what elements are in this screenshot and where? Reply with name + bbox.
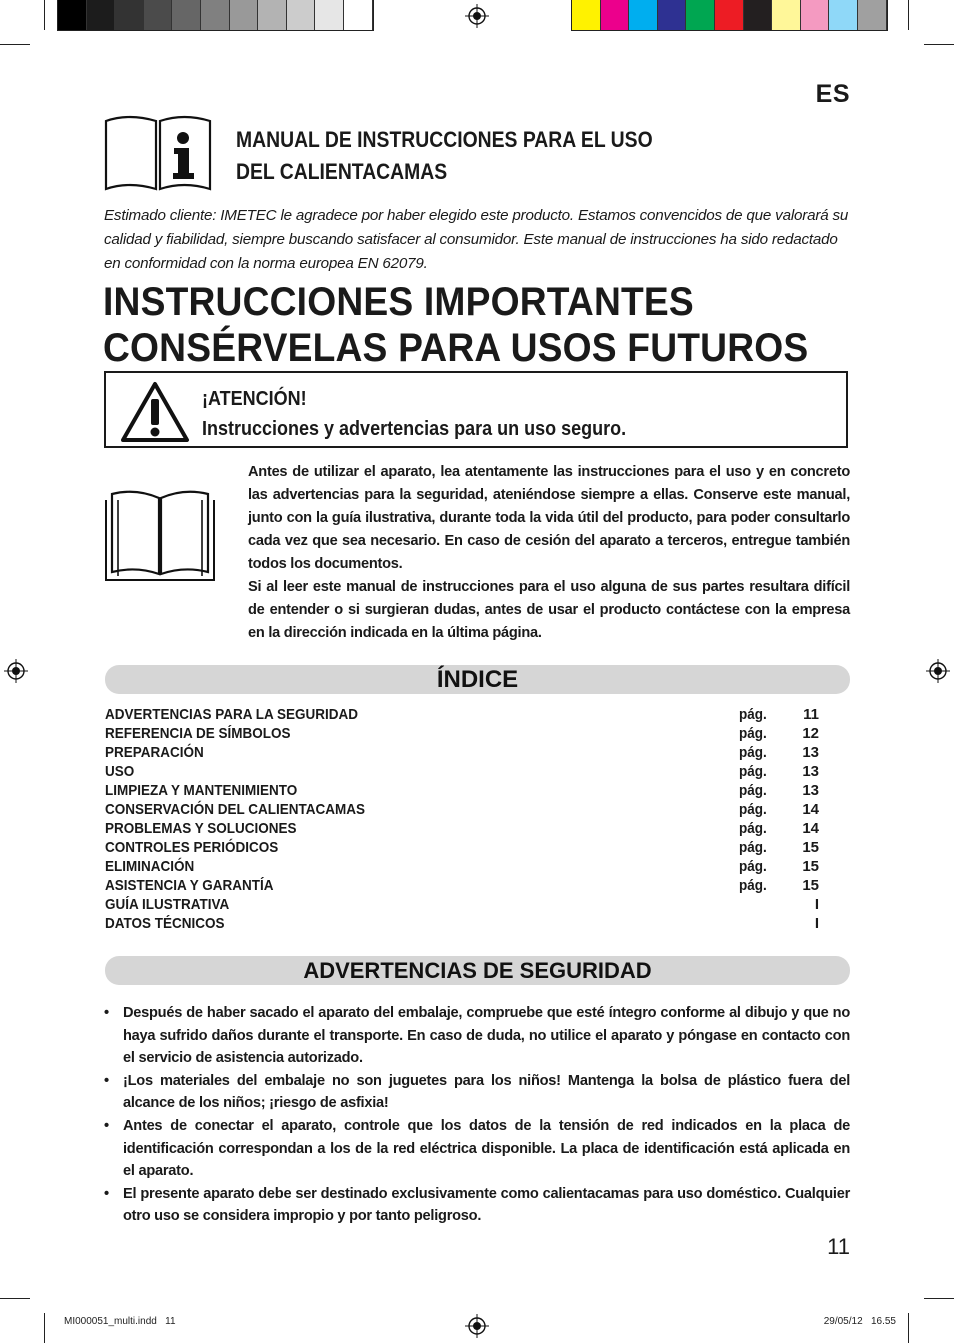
color-swatch (572, 0, 601, 30)
toc-page-number: 15 (802, 877, 819, 894)
crop-mark (0, 44, 30, 45)
toc-title: REFERENCIA DE SÍMBOLOS (105, 725, 291, 742)
toc-title: GUÍA ILUSTRATIVA (105, 896, 230, 913)
toc-page-number: 13 (802, 782, 819, 799)
toc-title: LIMPIEZA Y MANTENIMIENTO (105, 782, 298, 799)
toc-page-number: 13 (802, 763, 819, 780)
main-title (103, 279, 808, 371)
safety-bullet: • ¡Los materiales del embalaje no son juguetes para los niños! Mantenga la bolsa de plástico fuera del alcance de los niños; ¡riesgo de asfixia! (104, 1070, 850, 1115)
toc-pag-label: pág. (739, 763, 767, 780)
toc-pag-label: pág. (739, 725, 767, 742)
registration-mark-icon (465, 4, 489, 28)
toc-pag-label: pág. (739, 858, 767, 875)
table-of-contents (105, 705, 819, 933)
grayscale-color-bar (57, 0, 374, 31)
toc-page-number: 13 (802, 744, 819, 761)
toc-title: CONSERVACIÓN DEL CALIENTACAMAS (105, 801, 366, 818)
toc-pag-label: pág. (739, 744, 767, 761)
safety-bullet-list (104, 1002, 850, 1228)
toc-pag-label: pág. (739, 820, 767, 837)
attention-title: ¡ATENCIÓN! (202, 388, 307, 410)
color-swatch (772, 0, 801, 30)
registration-mark-icon (926, 659, 950, 683)
toc-pag-label: pág. (739, 877, 767, 894)
toc-page-number: 14 (802, 801, 819, 818)
gray-swatch (315, 0, 344, 30)
read-instructions-paragraph: Si al leer este manual de instrucciones para el uso alguna de sus partes resultara difícil de entender o si surgieran dudas, antes de usar el producto contáctese con la empresa en la dirección indicada en la última página. (248, 579, 850, 641)
intro-paragraph: Estimado cliente: IMETEC le agradece por haber elegido este producto. Estamos convencidos de que valorará su calidad y fiabilidad, siempre buscando satisfacer al consumidor. Este manual de instrucciones ha sido redactado en conformidad con la norma europea EN 62079. (104, 207, 849, 272)
toc-page-number: 15 (802, 858, 819, 875)
crop-mark (924, 44, 954, 45)
toc-pag-label: pág. (739, 839, 767, 856)
toc-pag-label: pág. (739, 706, 767, 723)
toc-title: USO (105, 763, 135, 780)
toc-row (105, 895, 819, 914)
registration-mark-icon (4, 659, 28, 683)
safety-bullet: • Después de haber sacado el aparato del embalaje, compruebe que esté íntegro conforme al dibujo y que no haya sufrido daños durante el transporte. En caso de duda, no utilice el aparato y póngase en contacto con el servicio de asistencia autorizado. (104, 1002, 850, 1070)
safety-heading-band (105, 956, 850, 985)
toc-title: PROBLEMAS Y SOLUCIONES (105, 820, 297, 837)
safety-bullet: • Antes de conectar el aparato, controle que los datos de la tensión de red indicados en la placa de identificación correspondan a los de la red eléctrica disponible. La placa de identificación está aplicada en el aparato. (104, 1115, 850, 1183)
color-swatch (858, 0, 887, 30)
toc-row (105, 743, 819, 762)
attention-text: Instrucciones y advertencias para un uso seguro. (202, 418, 627, 440)
gray-swatch (172, 0, 201, 30)
toc-title: ADVERTENCIAS PARA LA SEGURIDAD (105, 706, 359, 723)
gray-swatch (344, 0, 373, 30)
toc-title: CONTROLES PERIÓDICOS (105, 839, 279, 856)
safety-heading: ADVERTENCIAS DE SEGURIDAD (303, 958, 652, 983)
safety-bullet: • El presente aparato debe ser destinado exclusivamente como calientacamas para uso doméstico. Cualquier otro uso se considera impropio y por tanto peligroso. (104, 1183, 850, 1228)
crop-mark (44, 0, 45, 30)
gray-swatch (201, 0, 230, 30)
color-swatch (715, 0, 744, 30)
footer-file-name: MI000051_multi.indd 11 (64, 1316, 176, 1327)
attention-box (104, 371, 848, 448)
main-title-line1: INSTRUCCIONES IMPORTANTES (103, 280, 694, 324)
toc-row (105, 914, 819, 933)
gray-swatch (230, 0, 259, 30)
gray-swatch (258, 0, 287, 30)
toc-page-number: 12 (802, 725, 819, 742)
manual-title-line1: MANUAL DE INSTRUCCIONES PARA EL USO (236, 127, 653, 152)
footer-date: 29/05/12 16.55 (823, 1316, 896, 1327)
color-swatch (601, 0, 630, 30)
toc-pag-label: pág. (739, 782, 767, 799)
read-instructions-paragraph: Antes de utilizar el aparato, lea atentamente las instrucciones para el uso y en concreto las advertencias para la seguridad, ateniéndose siempre a ellas. Conserve este manual, junto con la guía ilustrativa, durante toda la vida útil del producto, para poder consultarlo cada vez que sea necesario. En caso de cesión del aparato a terceros, entregue también todos los documentos. (248, 464, 850, 572)
crop-mark (908, 0, 909, 30)
toc-pag-label: pág. (739, 801, 767, 818)
color-swatch (658, 0, 687, 30)
toc-title: DATOS TÉCNICOS (105, 915, 225, 932)
warning-icon (120, 381, 190, 443)
gray-swatch (144, 0, 173, 30)
gray-swatch (58, 0, 87, 30)
color-swatch (744, 0, 773, 30)
language-code: ES (815, 80, 850, 108)
toc-row (105, 800, 819, 819)
color-swatch (801, 0, 830, 30)
crop-mark (924, 1298, 954, 1299)
toc-row (105, 705, 819, 724)
toc-page-number: I (814, 896, 819, 913)
color-swatch (686, 0, 715, 30)
page-number: 11 (827, 1234, 850, 1259)
index-heading-band (105, 665, 850, 694)
toc-title: PREPARACIÓN (105, 744, 204, 761)
gray-swatch (87, 0, 116, 30)
toc-row (105, 876, 819, 895)
toc-page-number: 15 (802, 839, 819, 856)
registration-mark-icon (465, 1314, 489, 1338)
color-swatch (829, 0, 858, 30)
read-instructions-text (248, 461, 850, 645)
toc-page-number: I (814, 915, 819, 932)
gray-swatch (287, 0, 316, 30)
process-color-bar (571, 0, 888, 31)
manual-title (236, 124, 653, 188)
index-heading: ÍNDICE (436, 666, 519, 693)
toc-page-number: 11 (803, 706, 819, 723)
manual-title-line2: DEL CALIENTACAMAS (236, 159, 448, 184)
info-manual-icon (104, 113, 212, 191)
open-book-icon (104, 490, 216, 582)
toc-row (105, 762, 819, 781)
toc-row (105, 781, 819, 800)
toc-row (105, 724, 819, 743)
gray-swatch (115, 0, 144, 30)
crop-mark (44, 1313, 45, 1343)
main-title-line2: CONSÉRVELAS PARA USOS FUTUROS (103, 326, 809, 370)
toc-title: ELIMINACIÓN (105, 858, 195, 875)
toc-row (105, 819, 819, 838)
toc-row (105, 857, 819, 876)
toc-page-number: 14 (802, 820, 819, 837)
crop-mark (0, 1298, 30, 1299)
crop-mark (908, 1313, 909, 1343)
toc-row (105, 838, 819, 857)
color-swatch (629, 0, 658, 30)
toc-title: ASISTENCIA Y GARANTÍA (105, 877, 274, 894)
